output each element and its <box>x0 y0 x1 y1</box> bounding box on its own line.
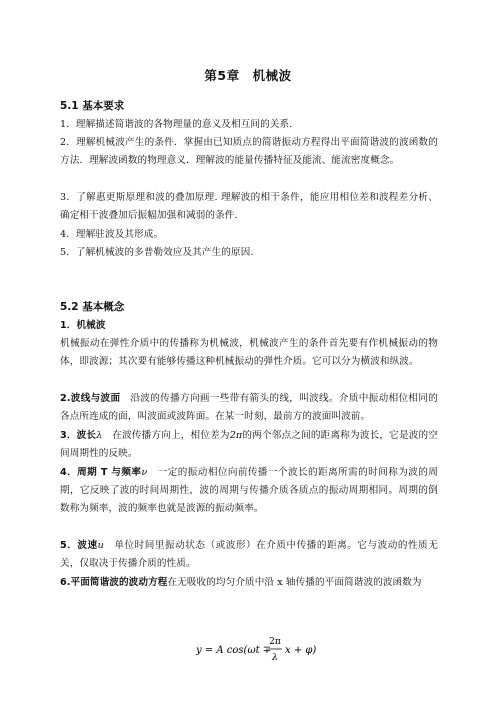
subsection-title-wave-line: 2.波线与波面 <box>60 393 121 404</box>
paragraph-wave-equation <box>60 574 438 592</box>
u-symbol: u <box>97 540 104 551</box>
requirement-item: 5．了解机械波的多普勒效应及其产生的原因. <box>60 247 254 258</box>
formula-lhs: y = A cos(ωt ∓ <box>196 645 272 656</box>
requirement-item: 4．理解驻波及其形成。 <box>60 229 164 240</box>
paragraph-wave-line <box>60 390 438 426</box>
section-heading-concepts: 5.2 基本概念 <box>60 301 125 313</box>
wave-speed-text: 单位时间里振动状态（或波形）在介质中传播的距离。它与波动的性质无关，仅取决于传播介质的性质。 <box>60 540 438 570</box>
subsection-title-wavelength: 3．波长 <box>60 430 97 441</box>
wave-equation-text: 在无吸收的均匀介质中沿 x 轴传播的平面简谐波的波函数为 <box>167 577 422 588</box>
formula-rhs: x + φ) <box>285 645 317 656</box>
subsection-title-wave-speed: 5．波速 <box>60 540 98 551</box>
nu-symbol: ν <box>141 467 148 478</box>
formula-denominator: λ <box>272 653 278 663</box>
paragraph-period-frequency <box>60 464 438 519</box>
wavelength-text-b: 的两个邻点之间的距离称为波长，它是波的空间周期性的反映。 <box>60 430 438 460</box>
two-pi-symbol: 2π <box>229 430 243 441</box>
paragraph-wave-speed <box>60 537 438 573</box>
requirement-item: 2．理解机械波产生的条件．掌握由已知质点的简谐振动方程得出平面简谐波的波函数的方法．理解波函数的物理意义．理解波的能量传播特征及能流、能流密度概念。 <box>60 137 438 167</box>
requirement-item: 3．了解惠更斯原理和波的叠加原理. 理解波的相干条件，能应用相位差和波程差分析、确定相干波叠加后振幅加强和减弱的条件. <box>60 192 438 222</box>
wave-line-text: 沿波的传播方向画一些带有箭头的线，叫波线。介质中振动相位相同的各点所连成的面，叫波面或波阵面。在某一时刻，最前方的波面叫波前。 <box>60 393 438 423</box>
chapter-title: 第5章 机械波 <box>204 68 292 83</box>
period-text: 一定的振动相位向前传播一个波长的距离所需的时间称为波的周期，它反映了波的时间周期性，波的周期与传播介质各质点的振动周期相同。周期的倒数称为频率，波的频率也就是波源的振动频率。 <box>60 467 438 515</box>
paragraph-mechanical-wave: 机械振动在弹性介质中的传播称为机械波，机械波产生的条件首先要有作机械振动的物体，即波源；其次要有能够传播这种机械振动的弹性介质。它可以分为横波和纵波。 <box>60 338 438 368</box>
paragraph-wavelength <box>60 427 438 463</box>
section-heading-requirements: 5.1 基本要求 <box>60 100 125 112</box>
lambda-symbol: λ <box>96 430 103 441</box>
wave-function-formula <box>196 632 326 666</box>
subsection-title-mechanical-wave: 1．机械波 <box>60 320 106 331</box>
subsection-title-wave-equation: 6.平面简谐波的波动方程 <box>60 577 168 588</box>
formula-numerator: 2π <box>269 637 281 647</box>
requirement-item: 1．理解描述简谐波的各物理量的意义及相互间的关系. <box>60 119 293 130</box>
subsection-title-period: 4．周期 T 与频率 <box>60 467 142 478</box>
wavelength-text-a: 在波传播方向上，相位差为 <box>102 430 230 441</box>
